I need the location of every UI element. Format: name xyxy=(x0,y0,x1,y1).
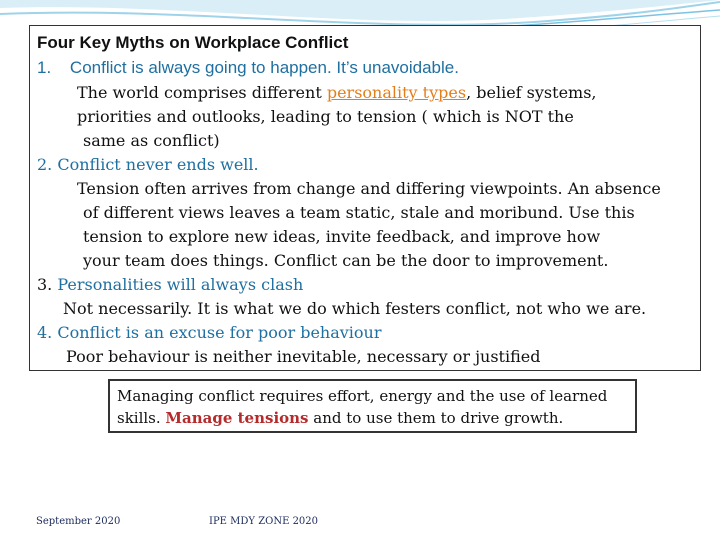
footer-date: September 2020 xyxy=(36,516,121,527)
myth-1-body-post: , belief systems, xyxy=(466,83,597,102)
myth-1-body-line-3: same as conflict) xyxy=(83,131,220,150)
myth-2-heading xyxy=(37,155,259,174)
myth-3-heading xyxy=(37,275,303,294)
myth-1-body-line-1 xyxy=(77,83,597,102)
myth-1-heading-text: Conflict is always going to happen. It’s unavoidable. xyxy=(69,58,459,77)
myth-2-body-line-4: your team does things. Conflict can be the door to improvement. xyxy=(83,251,609,270)
myth-2-heading-text: Conflict never ends well. xyxy=(57,155,259,174)
myth-2-number: 2. xyxy=(37,155,53,174)
myth-3-heading-text: Personalities will always clash xyxy=(57,275,304,294)
myth-1-heading xyxy=(37,58,459,78)
note-line-2-pre: skills. xyxy=(117,409,166,427)
note-line-2 xyxy=(117,409,563,427)
myth-4-body-line-1: Poor behaviour is neither inevitable, necessary or justified xyxy=(66,347,541,366)
myth-4-heading xyxy=(37,323,382,342)
myth-1-body-pre: The world comprises different xyxy=(77,83,327,102)
footer-organization: IPE MDY ZONE 2020 xyxy=(209,516,319,527)
myth-3-number: 3. xyxy=(37,275,53,294)
manage-tensions-emphasis: Manage tensions xyxy=(165,409,309,427)
myths-content-box xyxy=(29,25,701,371)
myth-2-body-line-2: of different views leaves a team static, stale and moribund. Use this xyxy=(83,203,635,222)
slide-title: Four Key Myths on Workplace Conflict xyxy=(37,33,349,52)
personality-types-link[interactable]: personality types xyxy=(326,83,467,102)
note-line-1: Managing conflict requires effort, energy and the use of learned xyxy=(117,387,608,405)
myth-1-body-line-2: priorities and outlooks, leading to tension ( which is NOT the xyxy=(77,107,574,126)
note-line-2-post: and to use them to drive growth. xyxy=(308,409,564,427)
myth-4-heading-text: Conflict is an excuse for poor behaviour xyxy=(57,323,382,342)
myth-1-number: 1. xyxy=(37,58,52,77)
myth-3-body-line-1: Not necessarily. It is what we do which festers conflict, not who we are. xyxy=(63,299,647,318)
myth-2-body-line-3: tension to explore new ideas, invite feedback, and improve how xyxy=(83,227,601,246)
summary-note-box xyxy=(108,379,637,433)
myth-2-body-line-1: Tension often arrives from change and differing viewpoints. An absence xyxy=(77,179,661,198)
myth-4-number: 4. xyxy=(37,323,53,342)
